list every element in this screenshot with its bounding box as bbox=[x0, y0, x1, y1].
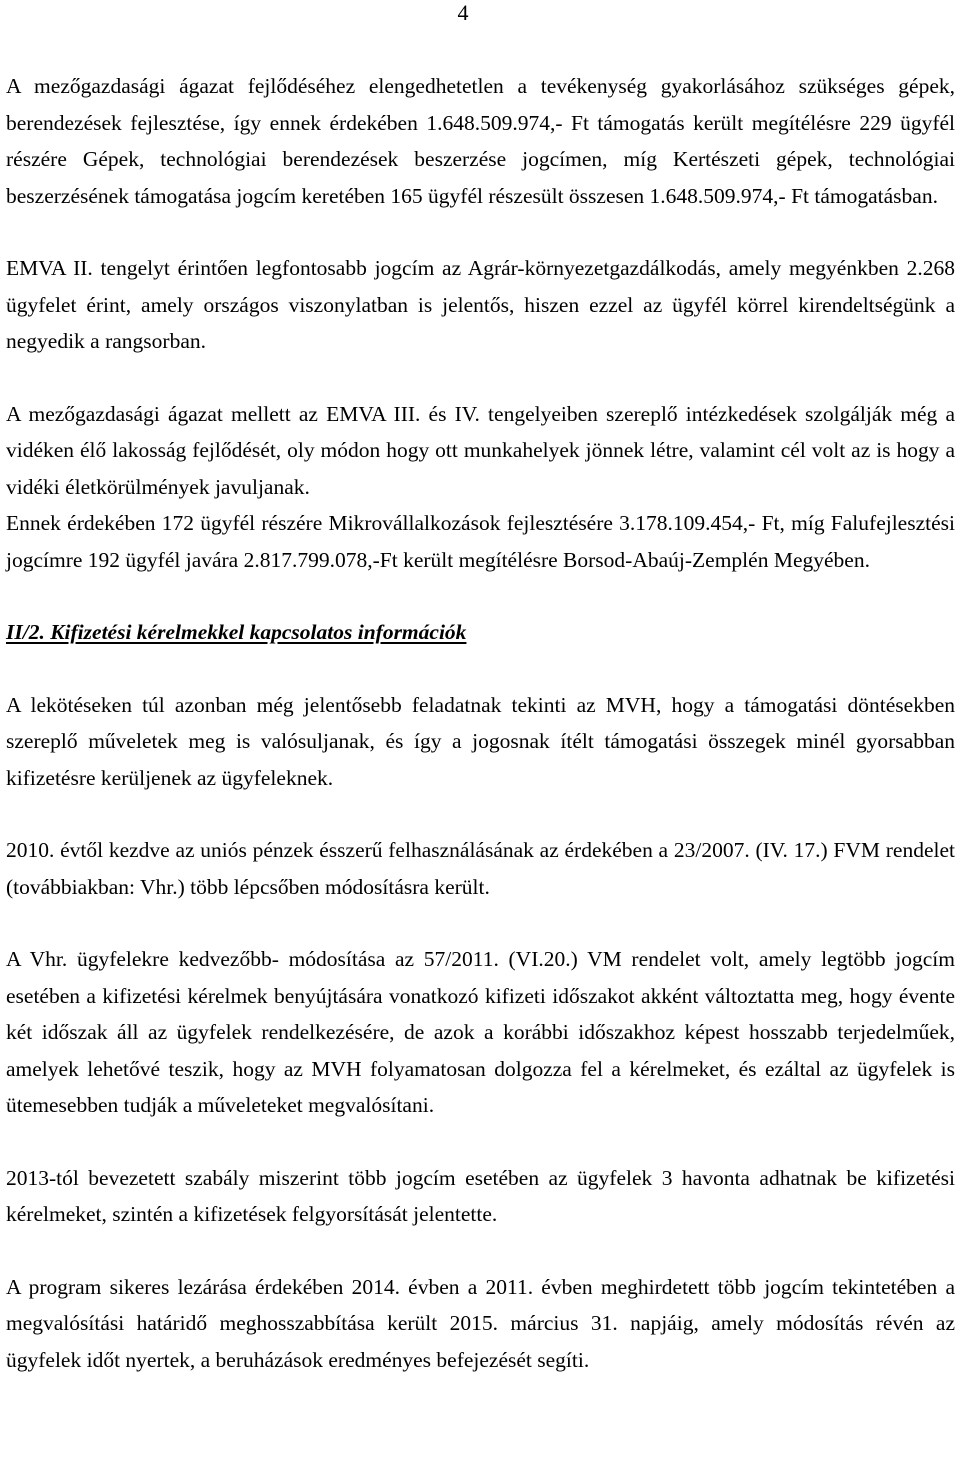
section-heading-text: II/2. Kifizetési kérelmekkel kapcsolatos információk bbox=[6, 620, 467, 644]
paragraph-emva-iii-iv: A mezőgazdasági ágazat mellett az EMVA III. és IV. tengelyeiben szereplő intézkedések szolgálják még a vidéken élő lakosság fejlődését, oly módon hogy ott munkahelyek jönnek létre, valamint cél volt az is hogy a vidéki életkörülmények javuljanak. bbox=[6, 401, 955, 499]
paragraph-machinery-support: A mezőgazdasági ágazat fejlődéséhez elengedhetetlen a tevékenység gyakorlásához szükséges gépek, berendezések fejlesztése, így ennek érdekében 1.648.509.974,- Ft támogatás került megítélésre 229 ügyfél részére Gépek, technológiai berendezések beszerzése jogcímen, míg Kertészeti gépek, technológiai beszerzésének támogatása jogcím keretében 165 ügyfél részesült összesen 1.648.509.974,- Ft támogatásban. bbox=[6, 74, 955, 208]
document-body bbox=[6, 68, 955, 1378]
paragraph-2010-amendment: 2010. évtől kezdve az uniós pénzek ésszerű felhasználásának az érdekében a 23/2007. (IV. 17.) FVM rendelet (továbbiakban: Vhr.) több lépcsőben módosításra került. bbox=[6, 838, 955, 899]
paragraph-program-closure: A program sikeres lezárása érdekében 2014. évben a 2011. évben meghirdetett több jogcím tekintetében a megvalósítási határidő meghosszabbítása került 2015. március 31. napjáig, amely módosítás révén az ügyfelek időt nyertek, a beruházások eredményes befejezését segíti. bbox=[6, 1274, 955, 1372]
paragraph-mvh-payments: A lekötéseken túl azonban még jelentősebb feladatnak tekinti az MVH, hogy a támogatási döntésekben szereplő műveletek meg is valósuljanak, és így a jogosnak ítélt támogatási összegek minél gyorsabban kifizetésre kerüljenek az ügyfeleknek. bbox=[6, 692, 955, 790]
section-heading bbox=[6, 614, 955, 651]
paragraph-2013-rule: 2013-tól bevezetett szabály miszerint több jogcím esetében az ügyfelek 3 havonta adhatnak be kifizetési kérelmeket, szintén a kifizetések felgyorsítását jelentette. bbox=[6, 1165, 955, 1226]
paragraph-emva-ii: EMVA II. tengelyt érintően legfontosabb jogcím az Agrár-környezetgazdálkodás, amely megyénkben 2.268 ügyfelet érint, amely országos viszonylatban is jelentős, hiszen ezzel az ügyfél körrel kirendeltségünk a negyedik a rangsorban. bbox=[6, 256, 955, 353]
page-number: 4 bbox=[457, 0, 469, 25]
paragraph-micro-enterprises: Ennek érdekében 172 ügyfél részére Mikrovállalkozások fejlesztésére 3.178.109.454,- Ft, míg Falufejlesztési jogcímre 192 ügyfél javára 2.817.799.078,-Ft került megítélésre Borsod-Abaúj-Zemplén Megyében. bbox=[6, 511, 955, 572]
paragraph-vhr-amendment: A Vhr. ügyfelekre kedvezőbb- módosítása az 57/2011. (VI.20.) VM rendelet volt, amely legtöbb jogcím esetében a kifizetési kérelmek benyújtására vonatkozó kifizeti időszakot akként változtatta meg, hogy évente két időszak áll az ügyfelek rendelkezésére, de azok a korábbi időszakhoz képest hosszabb terjedelműek, amelyek lehetővé teszik, hogy az MVH folyamatosan dolgozza fel a kérelmeket, és ezáltal az ügyfelek is ütemesebben tudják a műveleteket megvalósítani. bbox=[6, 947, 955, 1117]
